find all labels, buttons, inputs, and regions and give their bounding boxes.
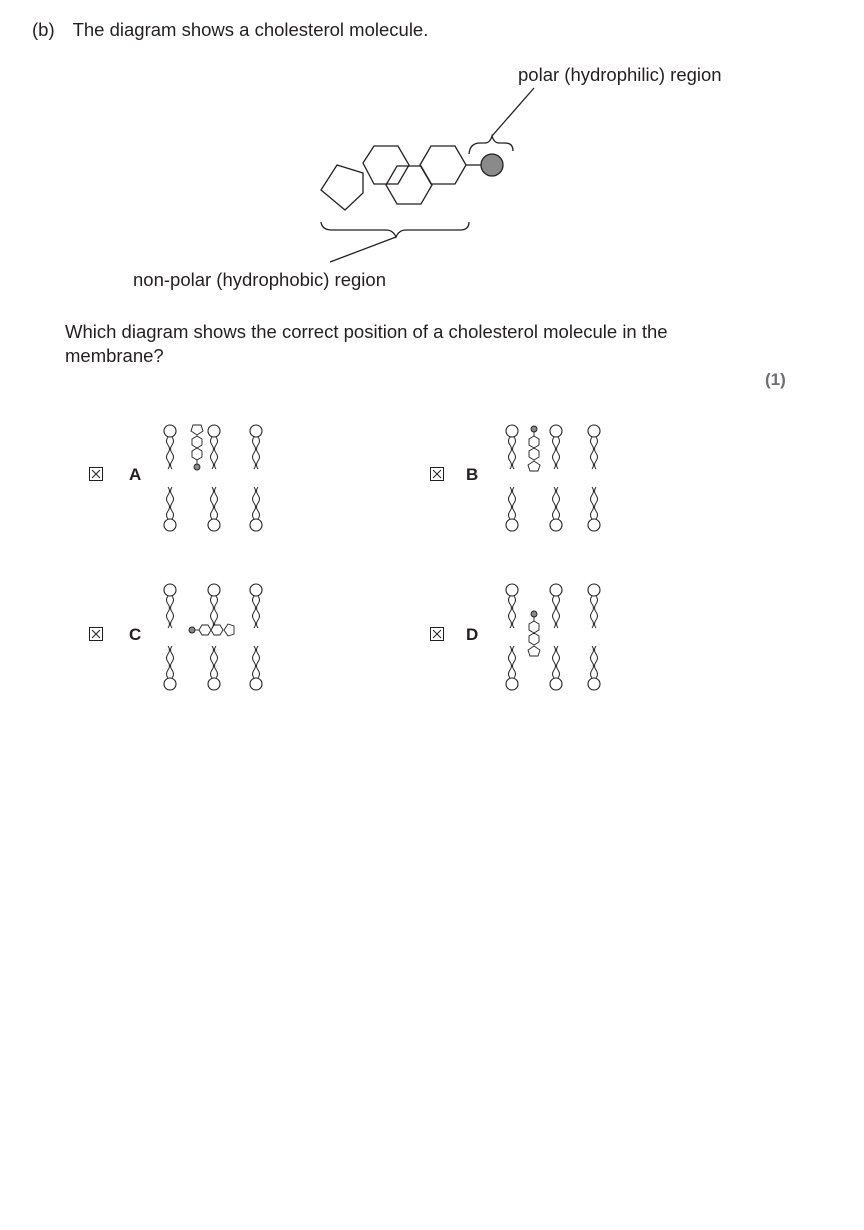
polar-head — [481, 154, 503, 176]
cholesterol-hex-ring-1 — [363, 146, 409, 184]
option-c-letter: C — [129, 625, 142, 644]
option-c-diagram — [160, 582, 270, 692]
option-b-checkbox[interactable] — [430, 467, 444, 481]
option-c-checkbox[interactable] — [89, 627, 103, 641]
nonpolar-region-label: non-polar (hydrophobic) region — [133, 269, 386, 290]
question-prompt: Which diagram shows the correct position of a cholesterol molecule in the membrane? — [65, 321, 668, 366]
option-b-letter: B — [466, 465, 479, 484]
option-a-checkbox[interactable] — [89, 467, 103, 481]
part-label: (b) — [32, 19, 55, 40]
cholesterol-pentagon-ring — [321, 165, 363, 210]
option-d-diagram — [502, 582, 612, 692]
marks-indicator: (1) — [765, 370, 786, 389]
option-d-letter: D — [466, 625, 479, 644]
polar-region-label: polar (hydrophilic) region — [518, 64, 722, 85]
cholesterol-hex-ring-2 — [386, 166, 432, 204]
cholesterol-hex-ring-3 — [420, 146, 466, 184]
option-a-letter: A — [129, 465, 142, 484]
cholesterol-diagram — [0, 0, 864, 300]
option-d-checkbox[interactable] — [430, 627, 444, 641]
stem-text: The diagram shows a cholesterol molecule. — [72, 19, 429, 40]
option-b-diagram — [502, 423, 612, 533]
option-a-diagram — [160, 423, 270, 533]
